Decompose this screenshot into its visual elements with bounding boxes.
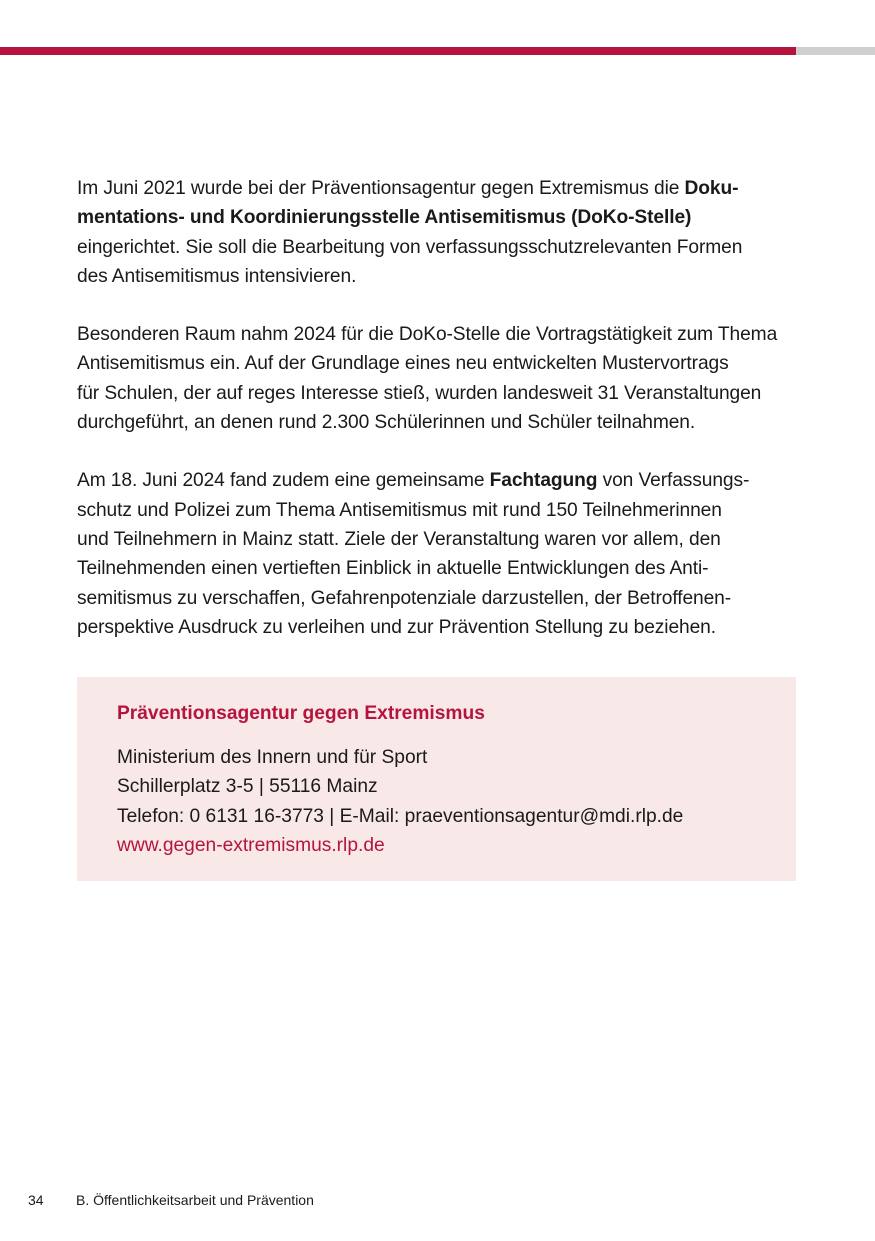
text-line	[77, 379, 797, 408]
body-text	[77, 174, 797, 671]
paragraph-doko-stelle	[77, 174, 797, 291]
footer-section-title: B. Öffentlichkeitsarbeit und Prävention	[76, 1192, 314, 1208]
text-run: und Teilnehmern in Mainz statt. Ziele der Veranstaltung waren vor allem, den	[77, 528, 721, 550]
header-accent-bar	[0, 47, 796, 55]
page-footer	[28, 1190, 314, 1210]
text-line	[77, 613, 797, 642]
website-link[interactable]: www.gegen-extremismus.rlp.de	[117, 834, 385, 856]
text-line	[77, 320, 797, 349]
text-run: von Verfassungs-	[597, 470, 750, 492]
text-run: Am 18. Juni 2024 fand zudem eine gemeinsame	[77, 470, 490, 492]
text-line	[77, 554, 797, 583]
paragraph-vortragstaetigkeit	[77, 320, 797, 437]
header-grey-bar	[796, 47, 875, 55]
text-line	[77, 525, 797, 554]
infobox-title: Präventionsagentur gegen Extremismus	[117, 703, 485, 724]
infobox-ministry: Ministerium des Innern und für Sport	[117, 747, 428, 768]
text-run: Antisemitismus ein. Auf der Grundlage eines neu entwickelten Mustervortrags	[77, 353, 729, 375]
text-line	[77, 203, 797, 232]
contact-infobox	[77, 677, 796, 881]
infobox-address: Schillerplatz 3-5 | 55116 Mainz	[117, 776, 378, 798]
text-run: durchgeführt, an denen rund 2.300 Schülerinnen und Schüler teilnahmen.	[77, 412, 696, 434]
text-run: perspektive Ausdruck zu verleihen und zur Prävention Stellung zu beziehen.	[77, 616, 716, 638]
bold-text: Doku-	[684, 178, 739, 199]
page-number: 34	[28, 1192, 44, 1208]
text-line	[77, 496, 797, 525]
text-run: Besonderen Raum nahm 2024 für die DoKo-Stelle die Vortragstätigkeit zum Thema	[77, 324, 778, 346]
text-line	[77, 349, 797, 378]
text-run: Teilnehmenden einen vertieften Einblick in aktuelle Entwicklungen des Anti-	[77, 558, 709, 580]
text-run: schutz und Polizei zum Thema Antisemitismus mit rund 150 Teilnehmerinnen	[77, 499, 722, 521]
paragraph-fachtagung	[77, 466, 797, 642]
text-run: semitismus zu verschaffen, Gefahrenpotenziale darzustellen, der Betroffenen-	[77, 587, 732, 609]
bold-text: Fachtagung	[489, 470, 598, 492]
text-line	[77, 466, 797, 495]
text-run: des Antisemitismus intensivieren.	[77, 265, 357, 287]
text-run: eingerichtet. Sie soll die Bearbeitung von verfassungsschutzrelevanten Formen	[77, 236, 743, 258]
text-run: Im Juni 2021 wurde bei der Präventionsagentur gegen Extremismus die	[77, 178, 685, 199]
text-line	[77, 408, 797, 437]
bold-text: mentations- und Koordinierungsstelle Antisemitismus (DoKo-Stelle)	[77, 207, 692, 229]
text-line	[77, 262, 797, 291]
infobox-contact: Telefon: 0 6131 16-3773 | E-Mail: praeventionsagentur@mdi.rlp.de	[117, 805, 684, 827]
text-line	[77, 584, 797, 613]
text-line	[77, 174, 797, 203]
text-run: für Schulen, der auf reges Interesse stieß, wurden landesweit 31 Veranstaltungen	[77, 382, 762, 404]
text-line	[77, 233, 797, 262]
